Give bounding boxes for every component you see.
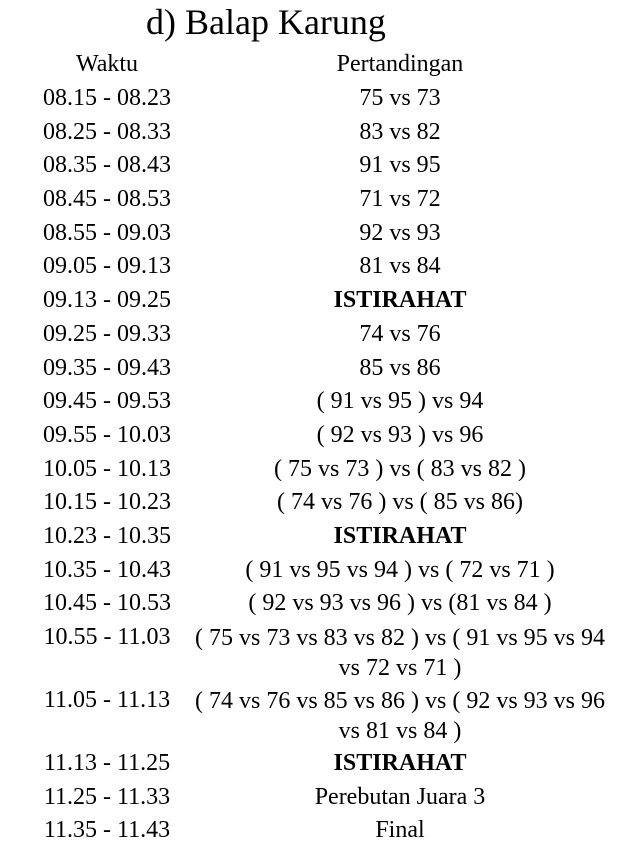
- break-row: [0, 284, 640, 318]
- schedule-row: [0, 183, 640, 217]
- time-cell: 09.45 - 09.53: [43, 388, 171, 415]
- schedule-row: [0, 217, 640, 251]
- schedule-row: [0, 554, 640, 588]
- match-cell: ( 91 vs 95 vs 94 ) vs ( 72 vs 71 ): [245, 556, 555, 583]
- schedule-row: [0, 250, 640, 284]
- schedule-row: [0, 486, 640, 520]
- match-cell: ( 92 vs 93 ) vs 96: [316, 421, 484, 448]
- match-cell: Perebutan Juara 3: [314, 783, 486, 810]
- schedule-row: [0, 419, 640, 453]
- match-cell: 92 vs 93: [359, 219, 441, 246]
- schedule-row: [0, 318, 640, 352]
- match-cell: ( 74 vs 76 vs 85 vs 86 ) vs ( 92 vs 93 vs 96 vs 81 vs 84 ): [194, 688, 605, 744]
- time-cell: 09.05 - 09.13: [43, 253, 171, 280]
- time-cell: 09.13 - 09.25: [43, 287, 171, 314]
- schedule-row: [0, 814, 640, 848]
- break-row: [0, 520, 640, 554]
- time-cell: 08.25 - 08.33: [43, 118, 171, 145]
- time-cell: 10.55 - 11.03: [43, 624, 171, 650]
- schedule-table: [0, 82, 640, 848]
- schedule-row: [0, 587, 640, 621]
- match-cell: 81 vs 84: [359, 253, 441, 280]
- time-cell: 10.23 - 10.35: [43, 522, 171, 549]
- schedule-row: [0, 621, 640, 684]
- match-cell: 71 vs 72: [359, 186, 441, 213]
- time-cell: 10.15 - 10.23: [43, 489, 171, 516]
- break-label: ISTIRAHAT: [333, 287, 467, 314]
- time-cell: 08.35 - 08.43: [43, 152, 171, 179]
- match-cell: ( 75 vs 73 vs 83 vs 82 ) vs ( 91 vs 95 vs 94 vs 72 vs 71 ): [194, 625, 605, 681]
- match-cell: ( 74 vs 76 ) vs ( 85 vs 86): [277, 489, 523, 516]
- match-cell: 83 vs 82: [359, 118, 441, 145]
- schedule-header: [0, 48, 640, 80]
- match-cell: 85 vs 86: [359, 354, 441, 381]
- break-label: ISTIRAHAT: [333, 750, 467, 776]
- schedule-row: [0, 781, 640, 815]
- time-cell: 11.25 - 11.33: [43, 783, 171, 810]
- time-cell: 11.35 - 11.43: [43, 817, 171, 844]
- time-cell: 09.35 - 09.43: [43, 354, 171, 381]
- match-cell: ( 92 vs 93 vs 96 ) vs (81 vs 84 ): [248, 590, 552, 617]
- schedule-row: [0, 453, 640, 487]
- break-label: ISTIRAHAT: [333, 522, 467, 549]
- time-cell: 08.45 - 08.53: [43, 186, 171, 213]
- break-row: [0, 747, 640, 781]
- schedule-row: [0, 385, 640, 419]
- time-cell: 10.45 - 10.53: [43, 590, 171, 617]
- time-cell: 10.05 - 10.13: [43, 455, 171, 482]
- match-cell: 74 vs 76: [359, 320, 441, 347]
- schedule-row: [0, 684, 640, 747]
- match-cell: Final: [375, 817, 425, 844]
- match-cell: ( 91 vs 95 ) vs 94: [316, 388, 484, 415]
- time-cell: 08.15 - 08.23: [43, 85, 171, 111]
- page-title: d) Balap Karung: [146, 2, 386, 42]
- time-cell: 11.13 - 11.25: [43, 750, 171, 776]
- schedule-row: [0, 116, 640, 150]
- time-cell: 09.55 - 10.03: [43, 421, 171, 448]
- match-cell: ( 75 vs 73 ) vs ( 83 vs 82 ): [274, 455, 526, 482]
- schedule-row: [0, 352, 640, 386]
- schedule-row: [0, 82, 640, 116]
- time-cell: 09.25 - 09.33: [43, 320, 171, 347]
- time-cell: 08.55 - 09.03: [43, 219, 171, 246]
- schedule-row: [0, 149, 640, 183]
- time-cell: 10.35 - 10.43: [43, 556, 171, 583]
- time-cell: 11.05 - 11.13: [43, 687, 171, 713]
- match-cell: 75 vs 73: [359, 85, 441, 111]
- time-column-header: Waktu: [75, 51, 139, 77]
- match-column-header: Pertandingan: [336, 51, 464, 77]
- match-cell: 91 vs 95: [359, 152, 441, 179]
